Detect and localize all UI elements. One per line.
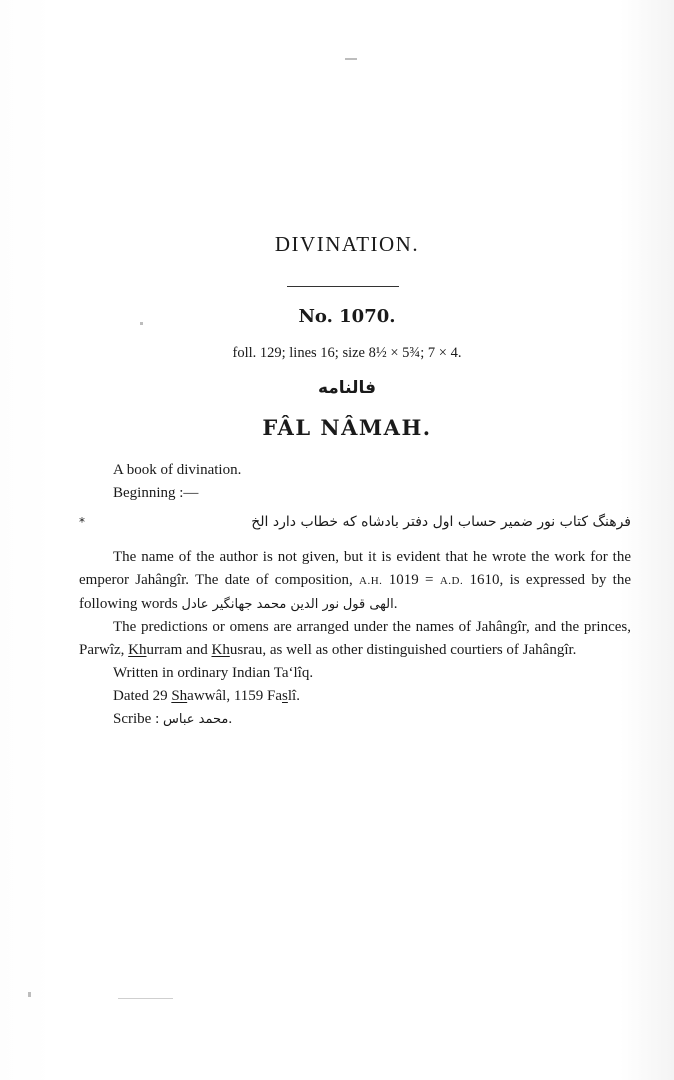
paper-speck (28, 992, 31, 997)
ad-label: A.D. (439, 575, 464, 587)
s-dot: s (282, 688, 288, 704)
sh-underline: Sh (171, 688, 188, 704)
para1-end: . (393, 596, 398, 612)
beginning-label: Beginning :— (113, 485, 199, 501)
scribe-line (79, 708, 631, 731)
dated-a: Dated 29 (113, 688, 168, 704)
script-line: Written in ordinary Indian Ta‘lîq. (113, 665, 314, 681)
para2-usrau: usrau, as well as other distinguished courtiers of Jahângîr. (229, 642, 577, 658)
beginning-text: فرهنگ کتاب نور ضمیر حساب اول دفتر بادشاه که خطاب دارد الخ (251, 514, 631, 530)
persian-title: فالنامه (317, 378, 377, 398)
scribe-label: Scribe : (113, 711, 160, 727)
section-title: DIVINATION. (274, 232, 420, 256)
manuscript-number: No. 1070. (298, 306, 396, 327)
paragraph-author (79, 546, 631, 616)
beginning-row (79, 511, 631, 534)
dated-b: awwâl, 1159 Fa (187, 688, 283, 704)
physical-description: foll. 129; lines 16; size 8½ × 5¾; 7 × 4. (232, 345, 462, 361)
scribe-name: محمد عباس (163, 712, 229, 727)
beginning-mark: * (79, 515, 85, 529)
para2-text: The predictions or omens are arranged under the names of Jahângîr, and the princes, Parwîz, (79, 619, 631, 658)
ah-label: A.H. (359, 575, 383, 587)
title-rule (287, 286, 399, 287)
para1-date: 1019 = (388, 572, 434, 588)
dated-c: lî. (287, 688, 300, 704)
para2-urram: urram and (146, 642, 208, 658)
paper-speck (118, 998, 173, 999)
intro-line: A book of divination. (113, 462, 242, 478)
scribe-end: . (228, 711, 233, 727)
date-line (79, 685, 631, 708)
paragraph-predictions (79, 616, 631, 662)
paper-speck (345, 58, 357, 60)
work-title: FÂL NÂMAH. (262, 415, 432, 440)
para1-text: The name of the author is not given, but it is evident that he wrote the work for the emperor Jahângîr. The date of composition, (79, 549, 631, 588)
entry-body (79, 459, 631, 731)
kh-underline-1: Kh (128, 642, 147, 658)
kh-underline-2: Kh (211, 642, 230, 658)
chronogram-part-2: نور الدین محمد جهانگیر عادل (181, 597, 340, 612)
chronogram-part-1: الهی قول (342, 597, 394, 612)
para1-words: 1610, is expressed by the following words (79, 572, 632, 612)
